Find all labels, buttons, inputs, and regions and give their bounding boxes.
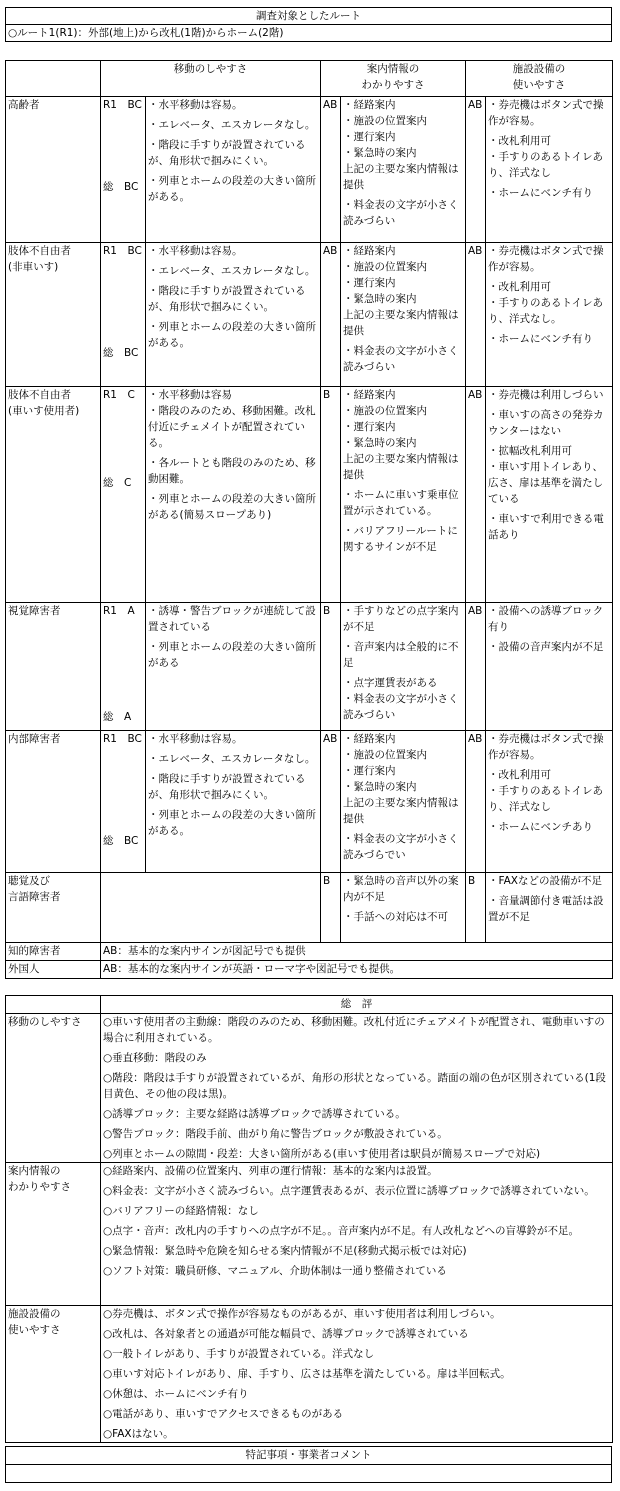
list-item: ・設備の音声案内が不足 xyxy=(488,641,604,653)
mobility-notes xyxy=(146,387,321,603)
row-category: 高齢者 xyxy=(6,97,101,243)
mobility-notes xyxy=(146,603,321,731)
info-notes xyxy=(341,243,466,387)
info-grade: B xyxy=(321,387,341,603)
list-item: ・列車とホームの段差の大きい箇所がある xyxy=(148,641,316,669)
list-item: ・列車とホームの段差の大きい箇所がある。 xyxy=(148,321,316,349)
list-item: ・列車とホームの段差の大きい箇所がある。 xyxy=(148,809,316,837)
list-item: ・車いす用トイレあり、広さ、扉は基準を満たしている xyxy=(488,461,604,505)
list-item: ○列車とホームの隙間・段差：大きい箇所がある(車いす使用者は駅員が簡易スロープで対応) xyxy=(103,1148,541,1160)
info-notes xyxy=(341,387,466,603)
list-item: ・階段に手すりが設置されているが、角形状で掴みにくい。 xyxy=(148,285,306,313)
list-item: ・料金表の文字が小さく読みづらい xyxy=(343,693,459,721)
header-mobility: 移動のしやすさ xyxy=(101,61,321,97)
facility-grade: AB xyxy=(466,603,486,731)
row-category: 視覚障害者 xyxy=(6,603,101,731)
mobility-notes xyxy=(146,731,321,873)
list-item: ・改札利用可 xyxy=(488,135,551,147)
table-row xyxy=(6,873,613,943)
list-item: ○休憩は、ホームにベンチ有り xyxy=(103,1388,249,1400)
row-category: 聴覚及び 言語障害者 xyxy=(6,873,101,943)
header-facility: 施設設備の 使いやすさ xyxy=(466,61,613,97)
list-item: ・誘導・警告ブロックが連続して設置されている xyxy=(148,605,316,633)
list-item: ・水平移動は容易。 xyxy=(148,733,243,745)
mobility-code-r1: R1 A xyxy=(103,605,135,617)
list-item: ・経路案内 xyxy=(343,733,396,745)
facility-notes xyxy=(486,731,613,873)
facility-notes xyxy=(486,97,613,243)
list-item: ・施設の位置案内 xyxy=(343,261,427,273)
info-grade: AB xyxy=(321,731,341,873)
eval-items xyxy=(101,1163,613,1306)
list-item: ・車いすの高さの発券カウンターはない xyxy=(488,409,604,437)
list-item: ・運行案内 xyxy=(343,765,396,777)
span-note: AB：基本的な案内サインが図記号でも提供 xyxy=(101,943,613,961)
list-item: ・水平移動は容易 xyxy=(148,389,232,401)
list-item: ・経路案内 xyxy=(343,245,396,257)
eval-items xyxy=(101,1014,613,1163)
list-item: ・運行案内 xyxy=(343,131,396,143)
list-item: ・緊急時の音声以外の案内が不足 xyxy=(343,875,459,903)
list-item: ・FAXなどの設備が不足 xyxy=(488,875,602,887)
list-item: ・エレベータ、エスカレータなし。 xyxy=(148,119,316,131)
mobility-code-total: 総 A xyxy=(103,711,132,723)
mobility-code xyxy=(101,731,146,873)
facility-notes xyxy=(486,387,613,603)
facility-grade: AB xyxy=(466,387,486,603)
info-notes xyxy=(341,97,466,243)
list-item: ○経路案内、設備の位置案内、列車の運行情報：基本的な案内は設置。 xyxy=(103,1165,438,1177)
list-item: ○緊急情報：緊急時や危険を知らせる案内情報が不足(移動式掲示板では対応) xyxy=(103,1245,467,1257)
mobility-notes-empty xyxy=(101,873,321,943)
list-item: ○料金表：文字が小さく読みづらい。点字運賃表あるが、表示位置に誘導ブロックで誘導されていない。 xyxy=(103,1185,595,1197)
info-grade: B xyxy=(321,603,341,731)
table-row xyxy=(6,243,613,387)
list-item: ・緊急時の案内 上記の主要な案内情報は提供 xyxy=(343,437,459,481)
main-table xyxy=(5,60,613,979)
list-item: ・音量調節付き電話は設置が不足 xyxy=(488,895,604,923)
eval-label: 案内情報の わかりやすさ xyxy=(6,1163,101,1306)
mobility-code-r1: R1 BC xyxy=(103,245,142,257)
list-item: ○誘導ブロック：主要な経路は誘導ブロックで誘導されている。 xyxy=(103,1108,406,1120)
eval-items xyxy=(101,1306,613,1443)
table-row xyxy=(6,943,613,961)
list-item: ・手すりのあるトイレあり、洋式なし。 xyxy=(488,297,603,325)
list-item: ・ホームにベンチあり xyxy=(488,821,593,833)
list-item: ・手すりなどの点字案内が不足 xyxy=(343,605,459,633)
list-item: ○改札は、各対象者との通過が可能な幅員で、誘導ブロックで誘導されている xyxy=(103,1328,469,1340)
info-grade: AB xyxy=(321,97,341,243)
mobility-code-total: 総 BC xyxy=(103,835,139,847)
list-item: ・施設の位置案内 xyxy=(343,115,427,127)
list-item: ・改札利用可 xyxy=(488,769,551,781)
list-item: ・施設の位置案内 xyxy=(343,749,427,761)
list-item: ・エレベータ、エスカレータなし。 xyxy=(148,265,316,277)
list-item: ・経路案内 xyxy=(343,99,396,111)
list-item: ○警告ブロック：階段手前、曲がり角に警告ブロックが敷設されている。 xyxy=(103,1128,448,1140)
list-item: ・階段に手すりが設置されているが、角形状で掴みにくい。 xyxy=(148,139,306,167)
info-notes xyxy=(341,873,466,943)
list-item: ○ソフト対策：職員研修、マニュアル、介助体制は一通り整備されている xyxy=(103,1265,447,1277)
facility-grade: AB xyxy=(466,243,486,387)
list-item: ○一般トイレがあり、手すりが設置されている。洋式なし xyxy=(103,1348,375,1360)
info-grade: B xyxy=(321,873,341,943)
table-row xyxy=(6,961,613,979)
info-grade: AB xyxy=(321,243,341,387)
route-table xyxy=(5,7,612,42)
list-item: ・ホームにベンチ有り xyxy=(488,187,593,199)
list-item: ○電話があり、車いすでアクセスできるものがある xyxy=(103,1408,344,1420)
evaluation-table xyxy=(5,995,613,1443)
route-table-title: 調査対象としたルート xyxy=(6,8,612,25)
list-item: ・列車とホームの段差の大きい箇所がある。 xyxy=(148,175,316,203)
list-item: ・バリアフリールートに関するサインが不足 xyxy=(343,525,458,553)
mobility-code-r1: R1 BC xyxy=(103,99,142,111)
facility-grade: B xyxy=(466,873,486,943)
list-item: ○垂直移動：階段のみ xyxy=(103,1052,207,1064)
mobility-notes xyxy=(146,243,321,387)
mobility-code xyxy=(101,97,146,243)
table-row xyxy=(6,603,613,731)
list-item: ・列車とホームの段差の大きい箇所がある(簡易スロープあり) xyxy=(148,493,316,521)
list-item: ・階段のみのため、移動困難。改札付近にチェメイトが配置されている。 xyxy=(148,405,316,449)
list-item: ○バリアフリーの経路情報：なし xyxy=(103,1205,259,1217)
list-item: ○FAXはない。 xyxy=(103,1428,174,1440)
table-row xyxy=(6,97,613,243)
list-item: ・緊急時の案内 上記の主要な案内情報は提供 xyxy=(343,781,459,825)
mobility-notes xyxy=(146,97,321,243)
list-item: ・改札利用可 xyxy=(488,281,551,293)
mobility-code xyxy=(101,243,146,387)
info-notes xyxy=(341,603,466,731)
list-item: ・ホームに車いす乗車位置が示されている。 xyxy=(343,489,459,517)
list-item: ・各ルートとも階段のみのため、移動困難。 xyxy=(148,457,316,485)
eval-label: 移動のしやすさ xyxy=(6,1014,101,1163)
header-blank xyxy=(6,61,101,97)
row-category: 知的障害者 xyxy=(6,943,101,961)
list-item: ・経路案内 xyxy=(343,389,396,401)
row-category: 外国人 xyxy=(6,961,101,979)
info-notes xyxy=(341,731,466,873)
mobility-code-total: 総 BC xyxy=(103,181,139,193)
facility-notes xyxy=(486,243,613,387)
eval-section xyxy=(6,1163,613,1306)
mobility-code xyxy=(101,387,146,603)
mobility-code xyxy=(101,603,146,731)
list-item: ・緊急時の案内 上記の主要な案内情報は提供 xyxy=(343,293,459,337)
list-item: ○車いす対応トイレがあり、扉、手すり、広さは基準を満たしている。扉は半回転式。 xyxy=(103,1368,511,1380)
list-item: ・拡幅改札利用可 xyxy=(488,445,572,457)
list-item: ・券売機は利用しづらい xyxy=(488,389,604,401)
facility-grade: AB xyxy=(466,97,486,243)
list-item: ○車いす使用者の主動線：階段のみのため、移動困難。改札付近にチェアメイトが配置され、電動車いすの場合に利用されている。 xyxy=(103,1016,605,1044)
route-description: ○ルート1(R1)：外部(地上)から改札(1階)からホーム(2階) xyxy=(6,25,612,42)
list-item: ・料金表の文字が小さく読みづらでい xyxy=(343,833,459,861)
eval-section xyxy=(6,1306,613,1443)
list-item: ・音声案内は全般的に不足 xyxy=(343,641,459,669)
row-category: 肢体不自由者 (車いす使用者) xyxy=(6,387,101,603)
header-info: 案内情報の わかりやすさ xyxy=(321,61,466,97)
list-item: ・手すりのあるトイレあり、洋式なし xyxy=(488,785,603,813)
eval-section xyxy=(6,1014,613,1163)
eval-header: 総 評 xyxy=(101,996,613,1014)
list-item: ・階段に手すりが設置されているが、角形状で掴みにくい。 xyxy=(148,773,306,801)
list-item: ○階段：階段は手すりが設置されているが、角形の形状となっている。踏面の端の色が区別されている(1段目黄色、その他の段は黒)。 xyxy=(103,1072,606,1100)
list-item: ・エレベータ、エスカレータなし。 xyxy=(148,753,316,765)
mobility-code-r1: R1 C xyxy=(103,389,135,401)
eval-header-blank xyxy=(6,996,101,1014)
list-item: ○券売機は、ボタン式で操作が容易なものがあるが、車いす使用者は利用しづらい。 xyxy=(103,1308,501,1320)
list-item: ・券売機はボタン式で操作が容易。 xyxy=(488,99,604,127)
list-item: ・券売機はボタン式で操作が容易。 xyxy=(488,245,604,273)
list-item: ・券売機はボタン式で操作が容易。 xyxy=(488,733,604,761)
table-row xyxy=(6,731,613,873)
row-category: 肢体不自由者 (非車いす) xyxy=(6,243,101,387)
list-item: ・手すりのあるトイレあり、洋式なし xyxy=(488,151,603,179)
list-item: ・ホームにベンチ有り xyxy=(488,333,593,345)
notes-body xyxy=(6,1465,612,1483)
list-item: ・車いすで利用できる電話あり xyxy=(488,513,604,541)
list-item: ・緊急時の案内 上記の主要な案内情報は提供 xyxy=(343,147,459,191)
mobility-code-total: 総 BC xyxy=(103,347,139,359)
list-item: ○点字・音声：改札内の手すりへの点字が不足。。音声案内が不足。有人改札などへの盲導鈴が不足。 xyxy=(103,1225,579,1237)
table-row xyxy=(6,387,613,603)
span-note: AB：基本的な案内サインが英語・ローマ字や図記号でも提供。 xyxy=(101,961,613,979)
facility-notes xyxy=(486,873,613,943)
mobility-code-total: 総 C xyxy=(103,477,132,489)
list-item: ・点字運賃表がある xyxy=(343,677,438,689)
list-item: ・施設の位置案内 xyxy=(343,405,427,417)
list-item: ・運行案内 xyxy=(343,277,396,289)
facility-grade: AB xyxy=(466,731,486,873)
list-item: ・設備への誘導ブロック有り xyxy=(488,605,604,633)
list-item: ・料金表の文字が小さく読みづらい xyxy=(343,345,459,373)
list-item: ・水平移動は容易。 xyxy=(148,245,243,257)
notes-header: 特記事項・事業者コメント xyxy=(6,1447,612,1465)
list-item: ・料金表の文字が小さく読みづらい xyxy=(343,199,459,227)
list-item: ・手話への対応は不可 xyxy=(343,911,448,923)
eval-label: 施設設備の 使いやすさ xyxy=(6,1306,101,1443)
facility-notes xyxy=(486,603,613,731)
list-item: ・運行案内 xyxy=(343,421,396,433)
notes-table xyxy=(5,1446,612,1483)
mobility-code-r1: R1 BC xyxy=(103,733,142,745)
row-category: 内部障害者 xyxy=(6,731,101,873)
list-item: ・水平移動は容易。 xyxy=(148,99,243,111)
